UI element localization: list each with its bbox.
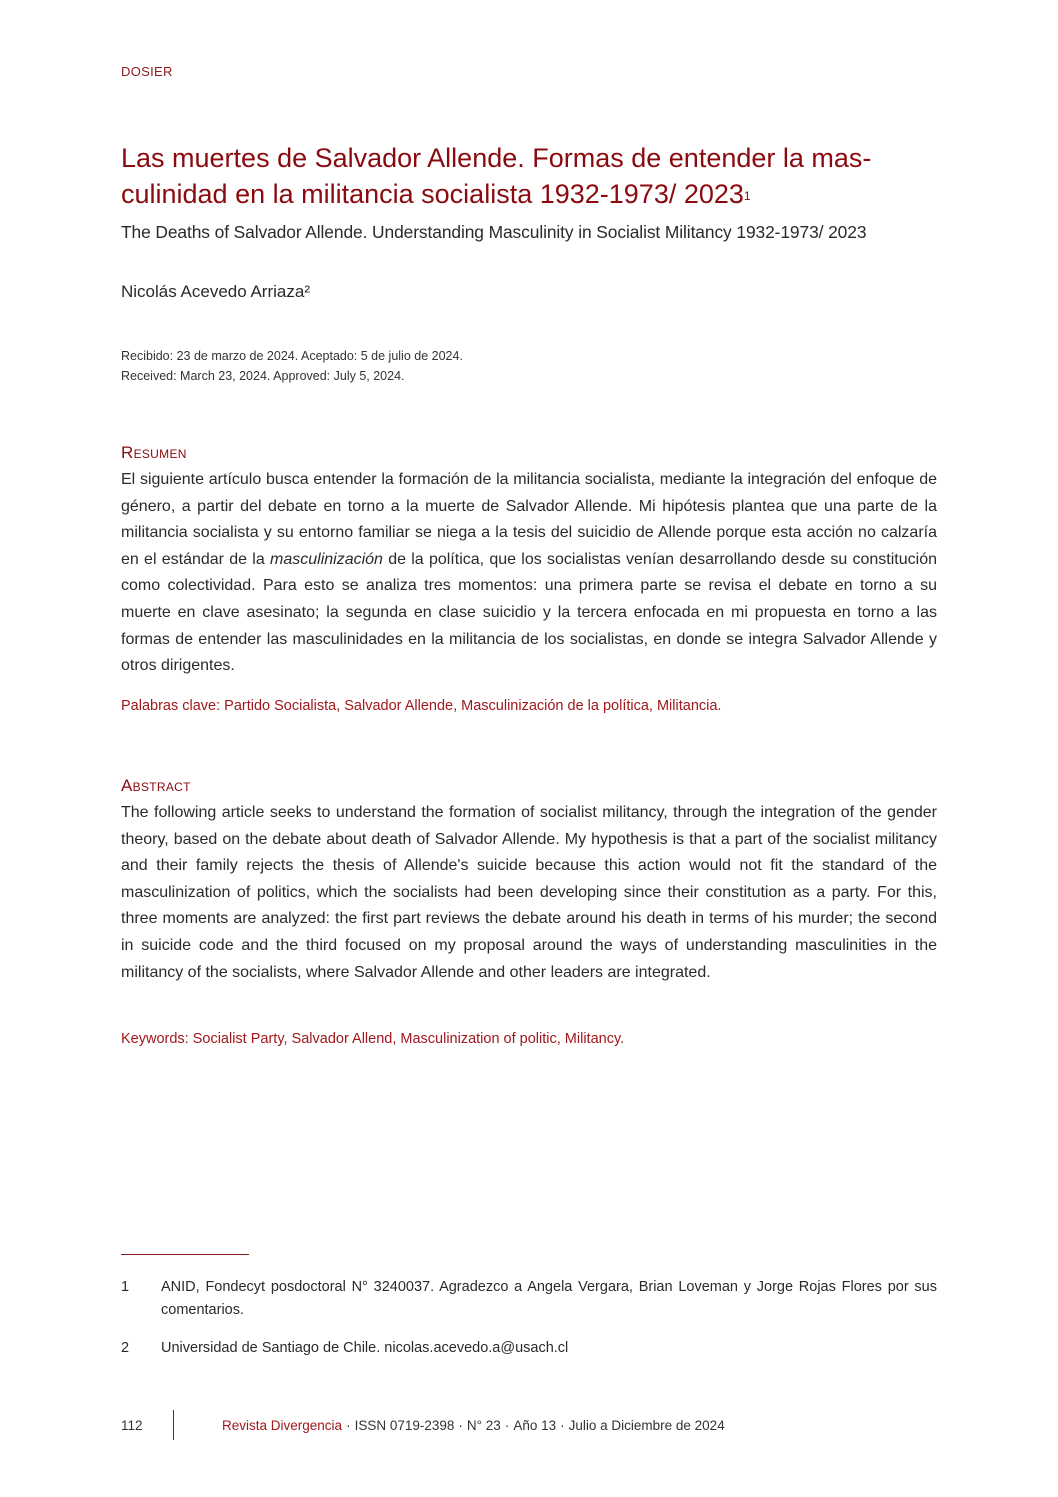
resumen-heading: Resumen [121, 443, 187, 462]
separator-dot: · [504, 1417, 510, 1433]
footer-divider [173, 1410, 174, 1440]
resumen-italic-term: masculinización [270, 550, 383, 568]
article-title [121, 140, 941, 212]
dates-english: Received: March 23, 2024. Approved: July 5, 2024. [121, 369, 405, 383]
journal-name: Revista Divergencia [222, 1417, 343, 1433]
journal-period: Julio a Diciembre de 2024 [568, 1417, 725, 1433]
journal-year: Año 13 [513, 1417, 557, 1433]
author-name: Nicolás Acevedo Arriaza² [121, 282, 310, 301]
footnote-text: ANID, Fondecyt posdoctoral N° 3240037. Agradezco a Angela Vergara, Brian Loveman y Jorge Rojas Flores por sus comentarios. [161, 1279, 937, 1318]
footnote-divider [121, 1254, 249, 1255]
section-label: DOSIER [121, 64, 173, 79]
title-footnote-marker[interactable]: 1 [743, 189, 751, 203]
abstract-body: The following article seeks to understand the formation of socialist militancy, through the integration of the gender theory, based on the debate about death of Salvador Allende. My hypothesis is that a part of the socialist militancy and their family rejects the thesis of Allende's suicide because this action would not fit the standard of the masculinization of politics, which the socialists had been developing since their constitution as a party. For this, three moments are analyzed: the first part reviews the debate around his death in terms of his murder; the second in suicide code and the third focused on my proposal around the ways of understanding masculinities in the militancy of the socialists, where Salvador Allende and other leaders are integrated. [121, 804, 937, 981]
footnote-text: Universidad de Santiago de Chile. nicolas.acevedo.a@usach.cl [161, 1340, 569, 1356]
resumen-text-part1: El siguiente artículo busca entender la formación de la militancia socialista, mediante la integración del enfoque de género, a partir del debate en torno a la muerte de Salvador Allende. Mi hipótesis plantea que una parte de la militancia socialista y su entorno familiar se niega a la tesis del suicidio de Allende porque esta acción no calzaría en el estándar de la [121, 471, 937, 568]
keywords: Keywords: Socialist Party, Salvador Allend, Masculinization of politic, Militancy. [121, 1031, 625, 1047]
dates-spanish: Recibido: 23 de marzo de 2024. Aceptado: 5 de julio de 2024. [121, 349, 463, 363]
article-subtitle: The Deaths of Salvador Allende. Understanding Masculinity in Socialist Militancy 1932-1973/ 2023 [121, 222, 867, 242]
separator-dot: · [560, 1417, 565, 1433]
footnote-number: 1 [121, 1279, 130, 1295]
title-line-2: culinidad en la militancia socialista 1932-1973/ 2023 [121, 179, 744, 209]
resumen-body [121, 467, 937, 680]
palabras-clave: Palabras clave: Partido Socialista, Salvador Allende, Masculinización de la política, Militancia. [121, 698, 722, 714]
footnote-number: 2 [121, 1340, 130, 1356]
journal-issue: N° 23 [466, 1417, 501, 1433]
footnote-2 [121, 1337, 937, 1360]
page-number: 112 [121, 1417, 143, 1433]
separator-dot: · [346, 1417, 351, 1433]
abstract-heading: Abstract [121, 776, 191, 795]
title-line-1: Las muertes de Salvador Allende. Formas de entender la mas- [121, 143, 872, 173]
journal-issn: ISSN 0719-2398 [354, 1417, 455, 1433]
footnote-1 [121, 1276, 937, 1322]
separator-dot: · [458, 1417, 463, 1433]
page-footer [121, 1410, 725, 1440]
submission-dates [121, 346, 463, 386]
resumen-text-part2: de la política, que los socialistas venían desarrollando desde su constitución como colectividad. Para esto se analiza tres momentos: una primera parte se revisa el debate en torno a su muerte en clave asesinato; la segunda en clase suicidio y la tercera enfocada en mi propuesta en torno a las formas de entender las masculinidades en la militancia de los socialistas, en donde se integra Salvador Allende y otros dirigentes. [121, 550, 938, 675]
